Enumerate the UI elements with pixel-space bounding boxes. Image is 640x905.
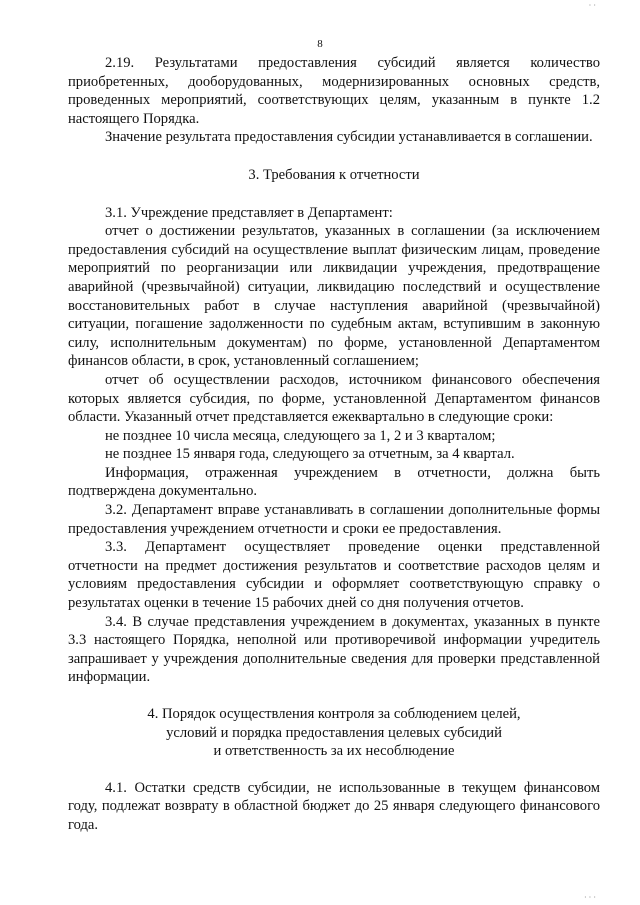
section-4-heading-line-2: условий и порядка предоставления целевых субсидий — [166, 724, 502, 741]
corner-mark-bottom: · · · — [584, 893, 596, 902]
paragraph-report-results: отчет о достижении результатов, указанных в соглашении (за исключением предоставления субсидий на осуществление выплат физическим лицам, проведение мероприятий по реорганизации или ликвидации учреждения, предотвращение аварийной (чрезвычайной) ситуации, ликвидацию последствий и осуществление восстановительных работ в случае наступления аварийной (чрезвычайной) ситуации, погашение задолженности по судебным актам, вступившим в законную силу, исполнительным документам) по форме, установленной Департаментом финансов области, в срок, установленный соглашением; — [68, 223, 600, 370]
paragraph-2-19: 2.19. Результатами предоставления субсидий является количество приобретенных, дооборудованных, модернизированных основных средств, проведенных мероприятий, соответствующих целям, указанным в пункте 1.2 настоящего Порядка. — [68, 55, 600, 127]
paragraph-report-expenses: отчет об осуществлении расходов, источником финансового обеспечения которых является субсидия, по форме, установленной Департаментом финансов области. Указанный отчет представляется ежеквартально в следующие сроки: — [68, 371, 600, 426]
paragraph-information: Информация, отраженная учреждением в отчетности, должна быть подтверждена документально. — [68, 464, 600, 500]
page-number: 8 — [317, 38, 323, 50]
paragraph-3-3: 3.3. Департамент осуществляет проведение оценки представленной отчетности на предмет достижения результатов и соответствие расходов целям и условиям предоставления субсидии и оформляет соответствующую справку о результатах оценки в течение 15 рабочих дней со дня получения отчетов. — [68, 539, 600, 612]
paragraph-4-1: 4.1. Остатки средств субсидии, не использованные в текущем финансовом году, подлежат возврату в областной бюджет до 25 января следующего финансового года. — [68, 779, 600, 833]
section-4-heading-line-3: и ответственность за их несоблюдение — [213, 743, 455, 760]
paragraph-deadline-january: не позднее 15 января года, следующего за отчетным, за 4 квартал. — [105, 446, 515, 463]
paragraph-3-4: 3.4. В случае представления учреждением в документах, указанных в пункте 3.3 настоящего Порядка, неполной или противоречивой информации учредитель запрашивает у учреждения дополнительные сведения для проверки представленной информации. — [68, 613, 600, 686]
paragraph-result-value: Значение результата предоставления субсидии устанавливается в соглашении. — [105, 129, 593, 146]
paragraph-3-2: 3.2. Департамент вправе устанавливать в соглашении дополнительные формы предоставления учреждением отчетности и сроки ее предоставления. — [68, 502, 600, 537]
document-body — [68, 54, 600, 835]
section-3-heading: 3. Требования к отчетности — [248, 166, 420, 183]
corner-mark: · · — [588, 1, 596, 10]
paragraph-3-1: 3.1. Учреждение представляет в Департамент: — [105, 204, 393, 221]
paragraph-deadline-quarters: не позднее 10 числа месяца, следующего за 1, 2 и 3 кварталом; — [105, 427, 496, 444]
section-4-heading-line-1: 4. Порядок осуществления контроля за соблюдением целей, — [147, 706, 521, 722]
